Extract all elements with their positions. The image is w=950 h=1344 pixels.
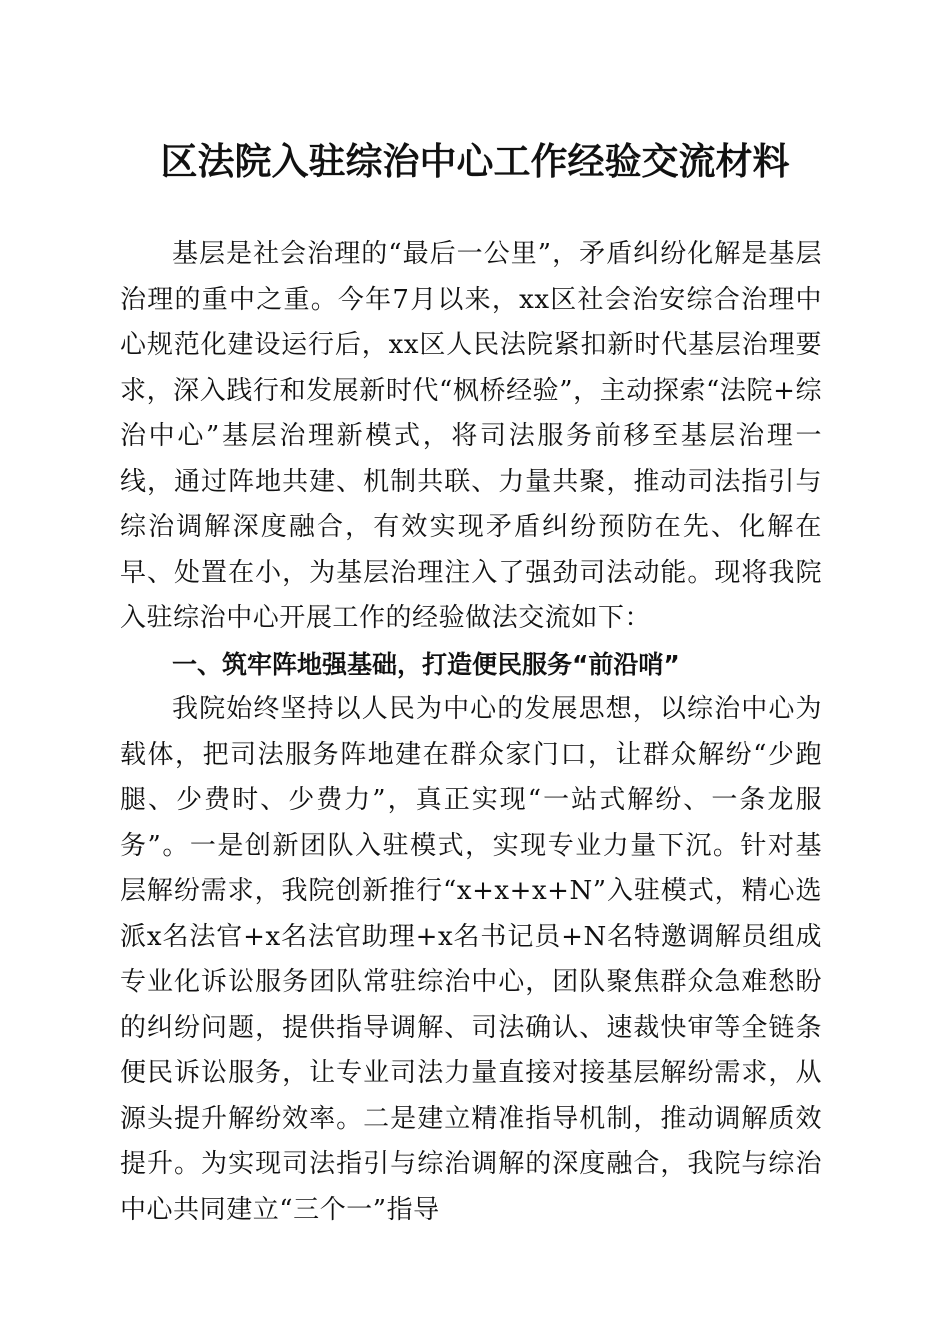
section-1-paragraph: 我院始终坚持以人民为中心的发展思想，以综治中心为载体，把司法服务阵地建在群众家门口，让群众解纷“少跑腿、少费时、少费力”，真正实现“一站式解纷、一条龙服务”。一是创新团队入驻模式，实现专业力量下沉。针对基层解纷需求，我院创新推行“x+x+x+N”入驻模式，精心选派x名法官+x名法官助理+x名书记员+N名特邀调解员组成专业化诉讼服务团队常驻综治中心，团队聚焦群众急难愁盼的纠纷问题，提供指导调解、司法确认、速裁快审等全链条便民诉讼服务，让专业司法力量直接对接基层解纷需求，从源头提升解纷效率。二是建立精准指导机制，推动调解质效提升。为实现司法指引与综治调解的深度融合，我院与综治中心共同建立“三个一”指导 [120,694,822,1225]
intro-paragraph: 基层是社会治理的“最后一公里”，矛盾纠纷化解是基层治理的重中之重。今年7月以来，xx区社会治安综合治理中心规范化建设运行后，xx区人民法院紧扣新时代基层治理要求，深入践行和发展新时代“枫桥经验”，主动探索“法院+综治中心”基层治理新模式，将司法服务前移至基层治理一线，通过阵地共建、机制共联、力量共聚，推动司法指引与综治调解深度融合，有效实现矛盾纠纷预防在先、化解在早、处置在小，为基层治理注入了强劲司法动能。现将我院入驻综治中心开展工作的经验做法交流如下： [120,239,822,633]
document-body [120,232,822,1233]
section-1-heading: 一、筑牢阵地强基础，打造便民服务“前沿哨” [172,649,680,679]
document-title: 区法院入驻综治中心工作经验交流材料 [160,139,790,183]
